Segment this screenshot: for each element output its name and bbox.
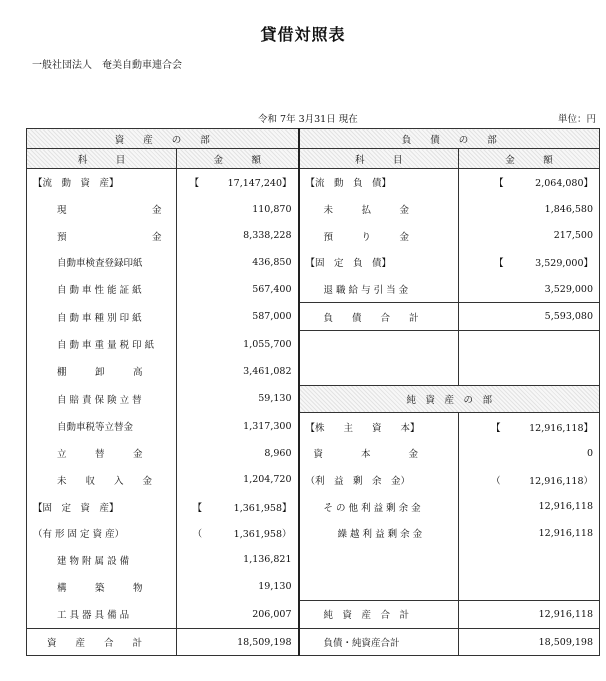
blank-cell	[459, 547, 600, 574]
asset-label: 立 替 金	[27, 440, 177, 467]
liability-amount: 3,529,000	[459, 276, 600, 303]
asset-amount: 【 1,361,958】	[177, 493, 299, 520]
asset-amount: 110,870	[177, 196, 299, 223]
blank-cell	[299, 331, 459, 358]
net-assets-total-amount: 12,916,118	[459, 601, 600, 629]
as-of-date: 令和 7年 3月31日 現在	[258, 114, 358, 125]
liability-label: 未 払 金	[299, 196, 459, 223]
currency-unit: 単位：円	[557, 114, 596, 125]
asset-amount: （ 1,361,958）	[177, 520, 299, 547]
asset-amount: 1,055,700	[177, 331, 299, 358]
net-asset-amount: （ 12,916,118）	[459, 467, 600, 494]
blank-cell	[459, 573, 600, 600]
blank-cell	[299, 358, 459, 385]
liability-label: 退 職 給 与 引 当 金	[299, 276, 459, 303]
net-assets-section-header: 純 資 産 の 部	[299, 385, 600, 413]
grand-total-amount: 18,509,198	[459, 628, 600, 656]
blank-cell	[299, 547, 459, 574]
net-asset-amount: 12,916,118	[459, 520, 600, 547]
asset-amount: 【 17,147,240】	[177, 169, 299, 196]
net-asset-label: 繰 越 利 益 剰 余 金	[299, 520, 459, 547]
balance-sheet-table	[26, 128, 600, 656]
liability-label: 【流 動 負 債】	[299, 169, 459, 196]
document-title: 貸借対照表	[260, 25, 346, 44]
liabilities-total-amount: 5,593,080	[459, 303, 600, 331]
assets-total-label: 資 産 合 計	[27, 628, 177, 656]
assets-amount-header: 金 額	[177, 149, 299, 169]
asset-label: 【流 動 資 産】	[27, 169, 177, 196]
asset-amount: 8,960	[177, 440, 299, 467]
net-asset-amount: 0	[459, 440, 600, 467]
liabilities-account-header: 科 目	[299, 149, 459, 169]
liability-amount: 【 2,064,080】	[459, 169, 600, 196]
net-asset-label: （利 益 剰 余 金）	[299, 467, 459, 494]
assets-section-header: 資 産 の 部	[27, 129, 299, 149]
organization-name: 一般社団法人 奄美自動車連合会	[32, 60, 182, 71]
asset-amount: 19,130	[177, 573, 299, 600]
asset-amount: 3,461,082	[177, 358, 299, 385]
asset-label: 自 動 車 重 量 税 印 紙	[27, 331, 177, 358]
asset-label: 自 動 車 性 能 証 紙	[27, 276, 177, 303]
grand-total-label: 負債・純資産合計	[299, 628, 459, 656]
asset-amount: 567,400	[177, 276, 299, 303]
liabilities-section-header: 負 債 の 部	[299, 129, 600, 149]
net-assets-total-label: 純 資 産 合 計	[299, 601, 459, 629]
blank-cell	[459, 331, 600, 358]
asset-amount: 59,130	[177, 385, 299, 413]
asset-label: 自 賠 責 保 険 立 替	[27, 385, 177, 413]
assets-total-amount: 18,509,198	[177, 628, 299, 656]
asset-label: 自動車検査登録印紙	[27, 249, 177, 276]
liability-amount: 217,500	[459, 222, 600, 249]
asset-label: 工 具 器 具 備 品	[27, 601, 177, 629]
asset-amount: 206,007	[177, 601, 299, 629]
net-asset-label: 【株 主 資 本】	[299, 413, 459, 440]
asset-label: 【固 定 資 産】	[27, 493, 177, 520]
asset-amount: 587,000	[177, 303, 299, 331]
asset-label: 預 金	[27, 222, 177, 249]
asset-label: 建 物 附 属 設 備	[27, 547, 177, 574]
asset-amount: 436,850	[177, 249, 299, 276]
assets-account-header: 科 目	[27, 149, 177, 169]
blank-cell	[299, 573, 459, 600]
asset-amount: 1,204,720	[177, 467, 299, 494]
asset-label: 棚 卸 高	[27, 358, 177, 385]
liabilities-total-label: 負 債 合 計	[299, 303, 459, 331]
asset-amount: 1,317,300	[177, 413, 299, 440]
asset-amount: 8,338,228	[177, 222, 299, 249]
asset-amount: 1,136,821	[177, 547, 299, 574]
asset-label: 未 収 入 金	[27, 467, 177, 494]
asset-label: 構 築 物	[27, 573, 177, 600]
net-asset-label: 資 本 金	[299, 440, 459, 467]
liability-label: 預 り 金	[299, 222, 459, 249]
blank-cell	[459, 358, 600, 385]
liabilities-amount-header: 金 額	[459, 149, 600, 169]
liability-amount: 【 3,529,000】	[459, 249, 600, 276]
liability-amount: 1,846,580	[459, 196, 600, 223]
asset-label: 現 金	[27, 196, 177, 223]
net-asset-amount: 12,916,118	[459, 493, 600, 520]
asset-label: （有 形 固 定 資 産）	[27, 520, 177, 547]
net-asset-amount: 【 12,916,118】	[459, 413, 600, 440]
asset-label: 自動車税等立替金	[27, 413, 177, 440]
net-asset-label: そ の 他 利 益 剰 余 金	[299, 493, 459, 520]
asset-label: 自 動 車 種 別 印 紙	[27, 303, 177, 331]
liability-label: 【固 定 負 債】	[299, 249, 459, 276]
